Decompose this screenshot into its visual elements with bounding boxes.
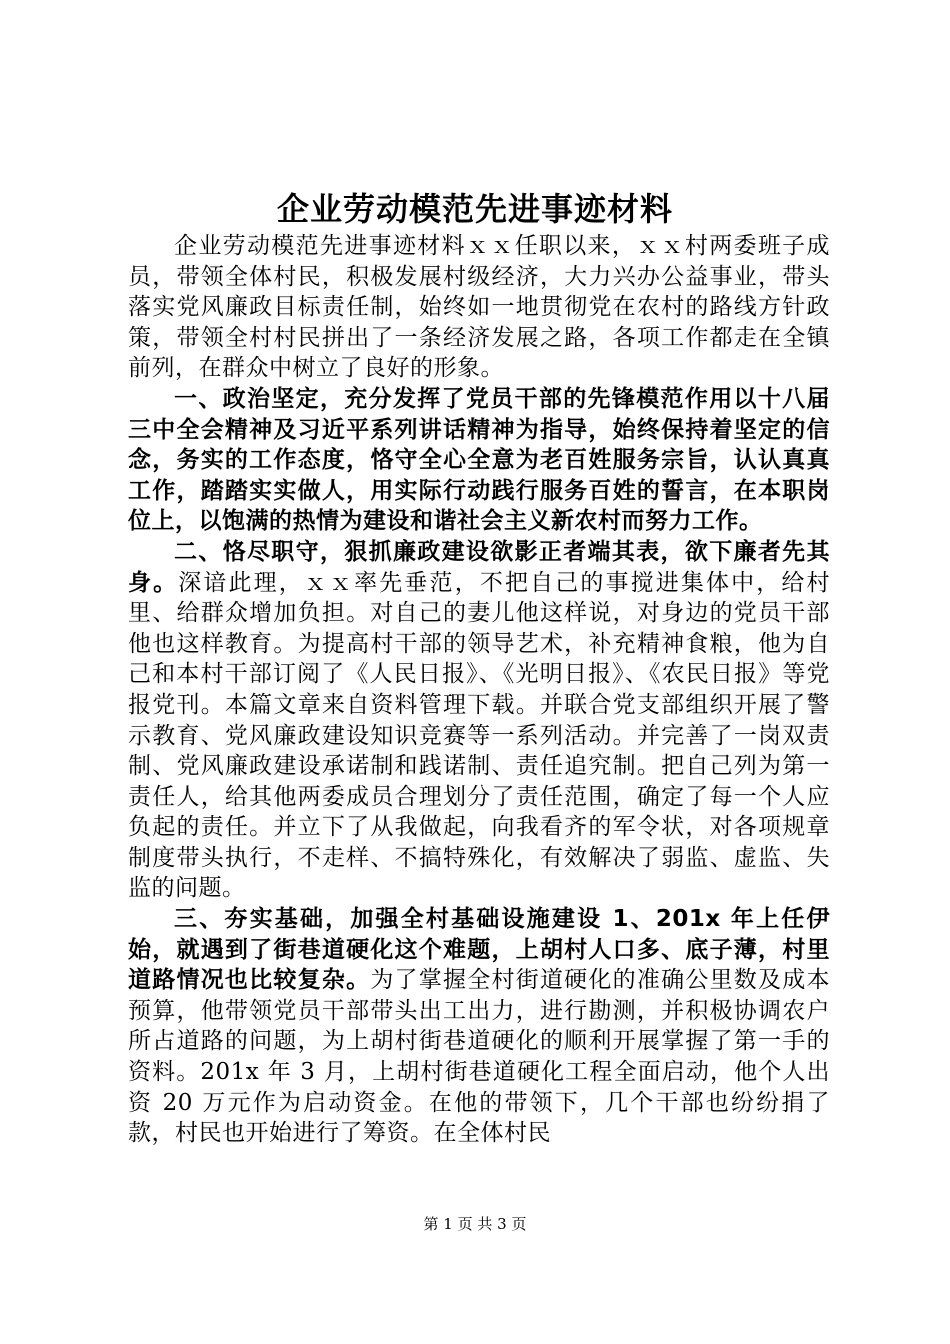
document-body (128, 231, 830, 1149)
paragraph-section-1 (128, 384, 830, 537)
paragraph-intro (128, 231, 830, 384)
paragraph-section-2 (128, 537, 830, 904)
page-number-footer: 第 1 页 共 3 页 (423, 1215, 527, 1233)
paragraph-lead: 二、恪尽职守，狠抓廉政建设欲影正者端其表，欲下廉者先其身。 (128, 538, 830, 596)
paragraph-text: 为了掌握全村街道硬化的准确公里数及成本预算，他带领党员干部带头出工出力，进行勘测，并积极协调农户所占道路的问题，为上胡村街巷道硬化的顺利开展掌握了第一手的资料。201x 年 3 月，上胡村街巷道硬化工程全面启动，他个人出资 20 万元作为启动资金。在他的带领下，几个干部也纷纷捐了款，村民也开始进行了筹资。在全体村民 (128, 967, 831, 1147)
paragraph-section-3 (128, 904, 830, 1149)
paragraph-lead: 三、夯实基础，加强全村基础设施建设 1、201x 年上任伊始，就遇到了街巷道硬化这个难题，上胡村人口多、底子薄，村里道路情况也比较复杂。 (128, 906, 830, 994)
document-title: 企业劳动模范先进事迹材料 (276, 190, 673, 228)
paragraph-text: 深谙此理，ｘｘ率先垂范，不把自己的事搅进集体中，给村里、给群众增加负担。对自己的妻儿他这样说，对身边的党员干部他也这样教育。为提高村干部的领导艺术，补充精神食粮，他为自己和本村干部订阅了《人民日报》、《光明日报》、《农民日报》等党报党刊。本篇文章来自资料管理下载。并联合党支部组织开展了警示教育、党风廉政建设知识竞赛等一系列活动。并完善了一岗双责制、党风廉政建设承诺制和践诺制、责任追究制。把自己列为第一责任人，给其他两委成员合理划分了责任范围，确定了每一个人应负起的责任。并立下了从我做起，向我看齐的军令状，对各项规章制度带头执行，不走样、不搞特殊化，有效解决了弱监、虚监、失监的问题。 (128, 569, 831, 902)
paragraph-text: 企业劳动模范先进事迹材料ｘｘ任职以来，ｘｘ村两委班子成员，带领全体村民，积极发展村级经济，大力兴办公益事业，带头落实党风廉政目标责任制，始终如一地贯彻党在农村的路线方针政策，带领全村村民拼出了一条经济发展之路，各项工作都走在全镇前列，在群众中树立了良好的形象。 (128, 233, 830, 382)
paragraph-lead: 一、政治坚定，充分发挥了党员干部的先锋模范作用以十八届三中全会精神及习近平系列讲话精神为指导，始终保持着坚定的信念，务实的工作态度，恪守全心全意为老百姓服务宗旨，认认真真工作，踏踏实实做人，用实际行动践行服务百姓的誓言，在本职岗位上，以饱满的热情为建设和谐社会主义新农村而努力工作。 (128, 385, 830, 535)
